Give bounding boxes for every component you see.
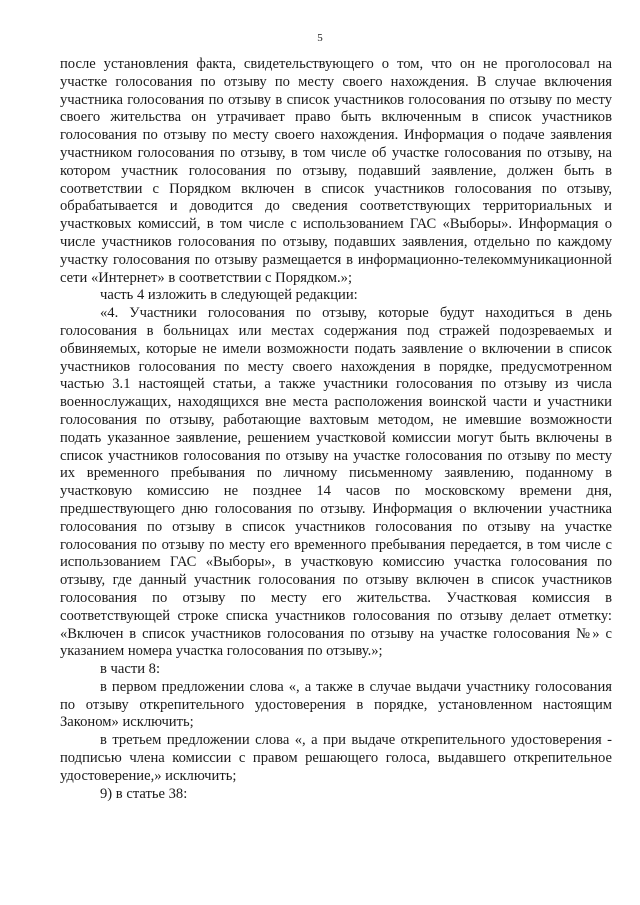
document-body [60,56,612,803]
paragraph-part-8-heading: в части 8: [100,661,161,678]
paragraph-part-8-third-sentence: в третьем предложении слова «, а при выдаче открепительного удостоверения - подписью члена комиссии с правом решающего голоса, выдавшего открепительное удостоверение,» исключить; [60,732,612,784]
paragraph-article-38: 9) в статье 38: [100,785,188,802]
paragraph-part-8-first-sentence: в первом предложении слова «, а также в случае выдачи участнику голосования по отзыву открепительного удостоверения в порядке, установленном настоящим Законом» исключить; [60,678,612,731]
paragraph-continuation: после установления факта, свидетельствующего о том, что он не проголосовал на участке голосования по отзыву по месту своего нахождения. В случае включения участника голосования по отзыву в список участников голосования по отзыву по месту своего жительства он утрачивает право быть включенным в список участников голосования по отзыву по месту своего нахождения. Информация о подаче заявления участником голосования по отзыву, в том числе об участке голосования по отзыву, на котором участник голосования по отзыву, подавший заявление, должен быть в соответствии с Порядком включен в список участников голосования по отзыву, обрабатывается и доводится до сведения соответствующих территориальных и участковых комиссий, в том числе с использованием ГАС «Выборы». Информация о числе участников голосования по отзыву, подавших заявления, отдельно по каждому участку голосования по отзыву размещается в информационно-телекоммуникационной сети «Интернет» в соответствии с Порядком.»; [60,56,612,286]
page-number: 5 [317,32,323,44]
paragraph-part-4-heading: часть 4 изложить в следующей редакции: [100,287,358,304]
paragraph-part-4-text: «4. Участники голосования по отзыву, которые будут находиться в день голосования в больницах или местах содержания под стражей подозреваемых и обвиняемых, которые не имели возможности подать заявление о включении в список участников голосования по месту своего нахождения в порядке, предусмотренном частью 3.1 настоящей статьи, а также участники голосования по отзыву из числа военнослужащих, находящихся вне места расположения воинской части и участники голосования по отзыву, работающие вахтовым методом, не имевшие возможности подать указанное заявление, решением участковой комиссии могут быть включены в список участников голосования по отзыву на участке голосования по отзыву по месту их временного пребывания по личному письменному заявлению, поданному в участковую комиссию не позднее 14 часов по московскому времени дня, предшествующего дню голосования по отзыву. Информация о включении участника голосования по отзыву в список участников голосования по отзыву на участке голосования по отзыву по месту его временного пребывания передается, в том числе с использованием ГАС «Выборы», в участковую комиссию участка голосования по отзыву, где данный участник голосования по отзыву включен в список участников голосования по отзыву по месту его жительства. Участковая комиссия в соответствующей строке списка участников голосования по отзыву делает отметку: «Включен в список участников голосования по отзыву на участке голосования №» с указанием номера участка голосования по отзыву.»; [60,305,612,660]
